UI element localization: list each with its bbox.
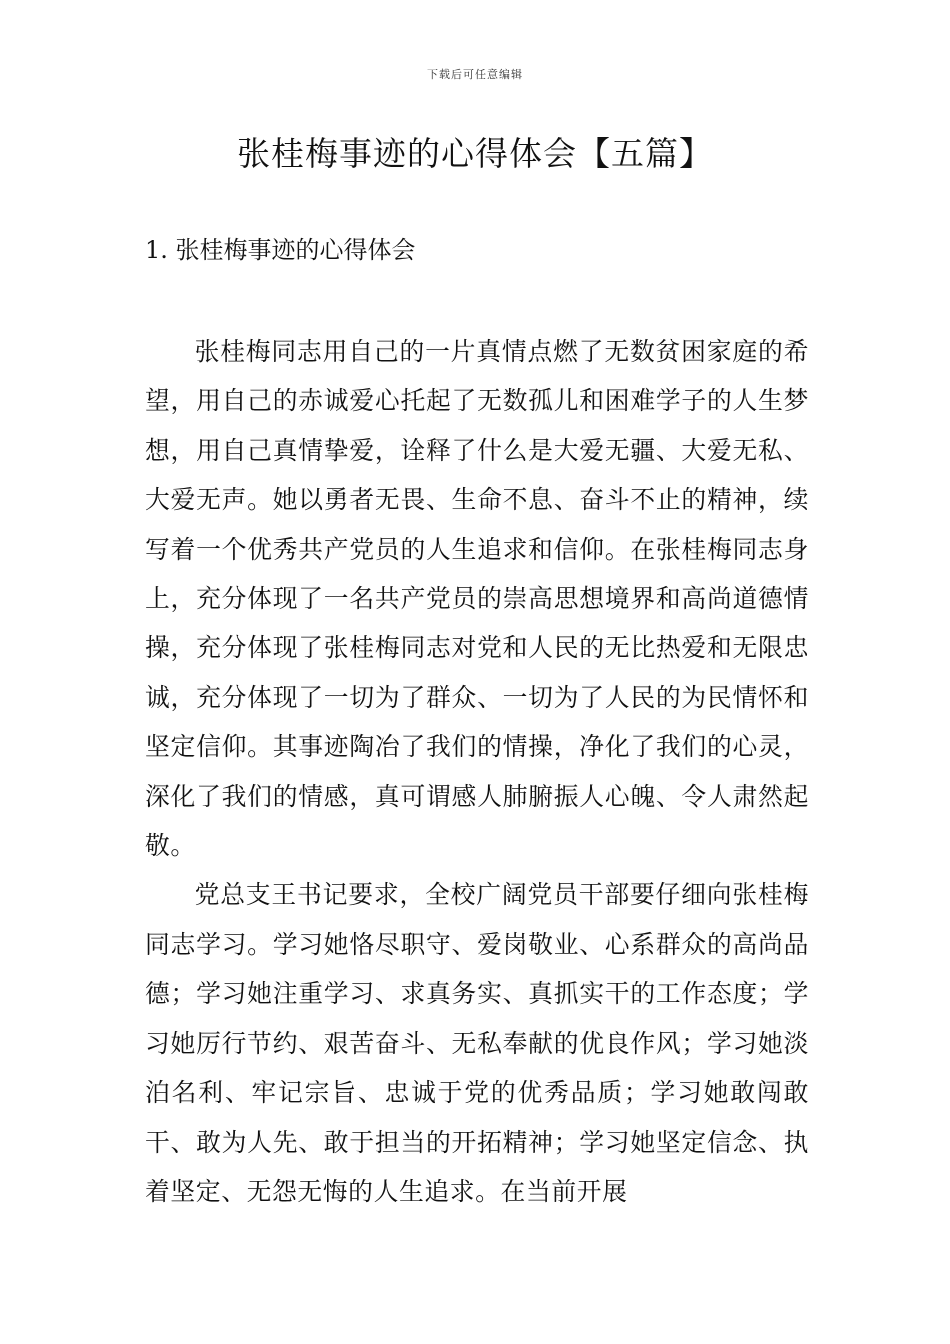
page-header-note: 下载后可任意编辑 xyxy=(427,68,523,81)
document-body xyxy=(145,327,809,1216)
document-title: 张桂梅事迹的心得体会【五篇】 xyxy=(237,134,713,173)
paragraph-2: 党总支王书记要求，全校广阔党员干部要仔细向张桂梅同志学习。学习她恪尽职守、爱岗敬业、心系群众的高尚品德；学习她注重学习、求真务实、真抓实干的工作态度；学习她厉行节约、艰苦奋斗、无私奉献的优良作风；学习她淡泊名利、牢记宗旨、忠诚于党的优秀品质；学习她敢闯敢干、敢为人先、敢于担当的开拓精神；学习她坚定信念、执着坚定、无怨无悔的人生追求。在当前开展 xyxy=(145,880,809,1206)
section-heading: 1. 张桂梅事迹的心得体会 xyxy=(145,236,416,264)
paragraph-1: 张桂梅同志用自己的一片真情点燃了无数贫困家庭的希望，用自己的赤诚爱心托起了无数孤儿和困难学子的人生梦想，用自己真情挚爱，诠释了什么是大爱无疆、大爱无私、大爱无声。她以勇者无畏、生命不息、奋斗不止的精神，续写着一个优秀共产党员的人生追求和信仰。在张桂梅同志身上，充分体现了一名共产党员的崇高思想境界和高尚道德情操，充分体现了张桂梅同志对党和人民的无比热爱和无限忠诚，充分体现了一切为了群众、一切为了人民的为民情怀和坚定信仰。其事迹陶冶了我们的情操，净化了我们的心灵，深化了我们的情感，真可谓感人肺腑振人心魄、令人肃然起敬。 xyxy=(145,337,809,861)
